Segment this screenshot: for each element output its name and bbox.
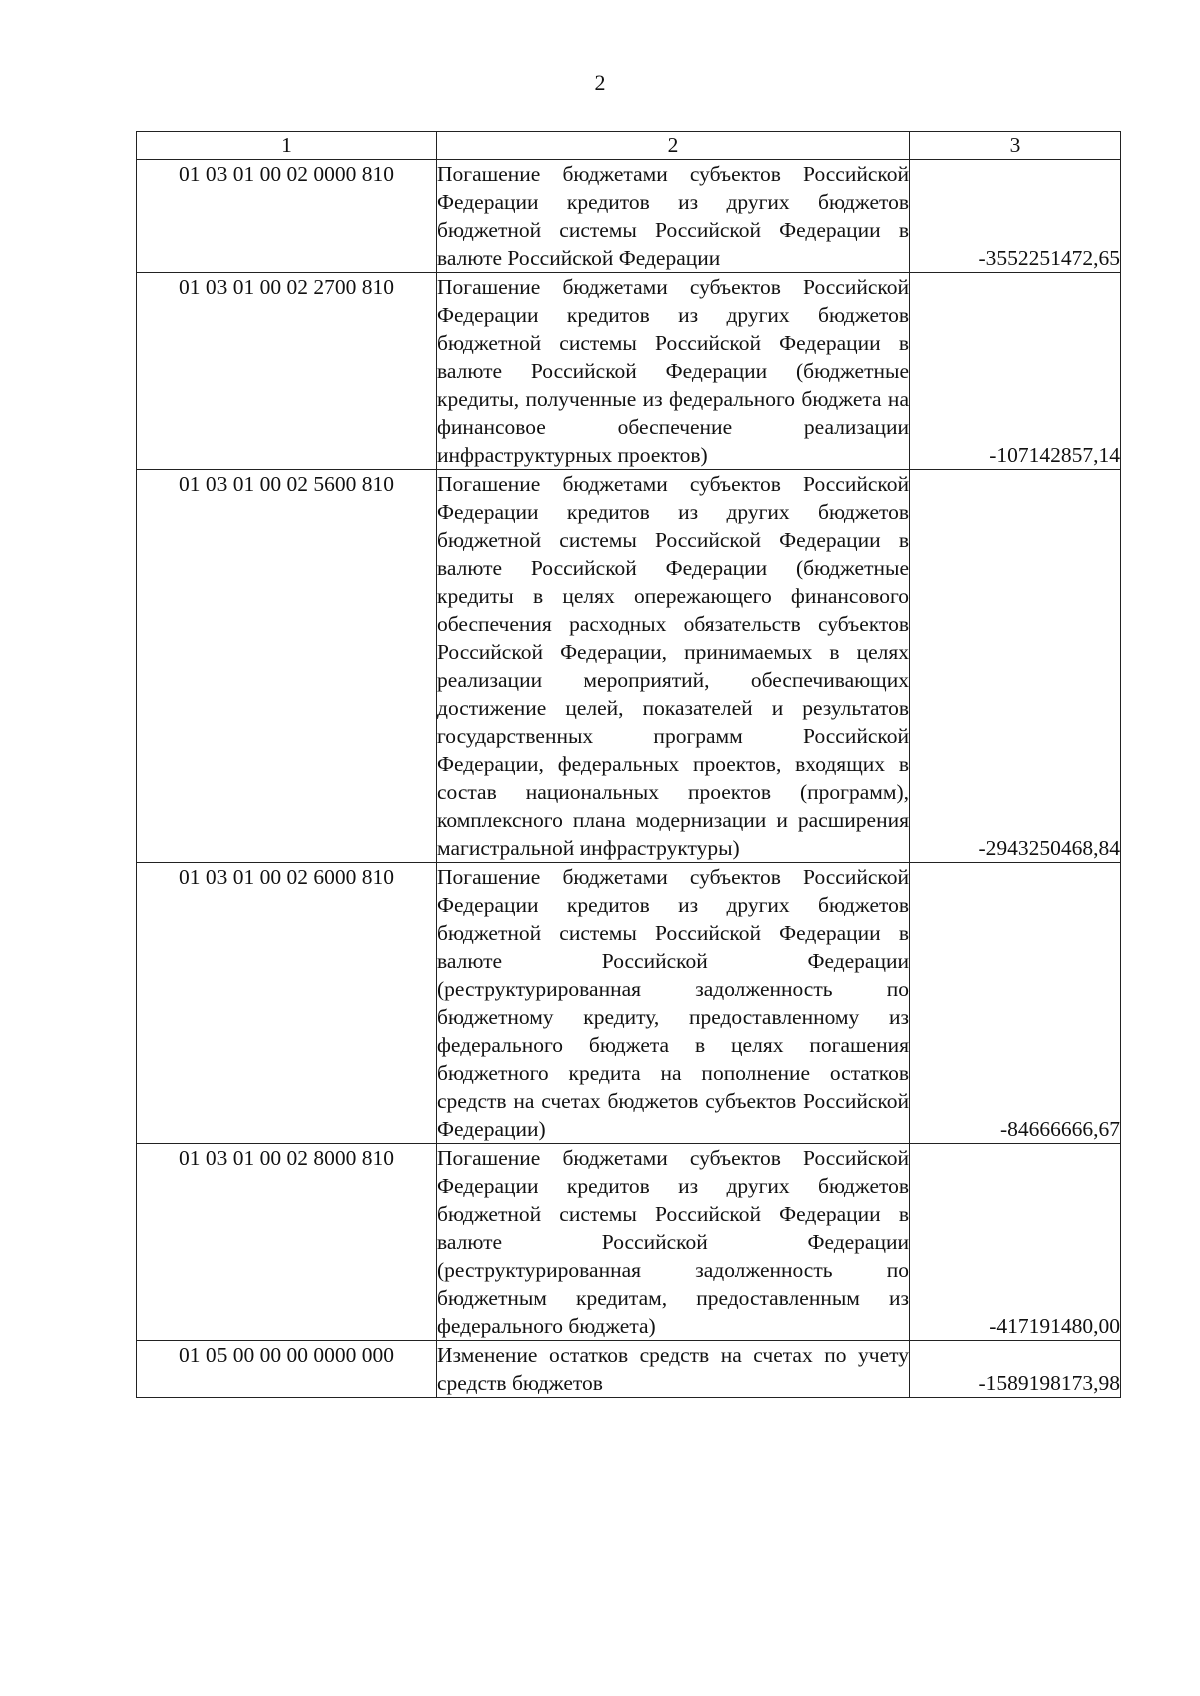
row-code: 01 03 01 00 02 8000 810 bbox=[137, 1144, 437, 1341]
row-description: Погашение бюджетами субъектов Российской Федерации кредитов из других бюджетов бюджетной системы Российской Федерации в валюте Российской Федерации (бюджетные кредиты, полученные из федерального бюджета на финансовое обеспечение реализации инфраструктурных проектов) bbox=[437, 273, 910, 470]
table-row bbox=[137, 1144, 1121, 1341]
row-description: Изменение остатков средств на счетах по учету средств бюджетов bbox=[437, 1341, 910, 1398]
row-amount: -84666666,67 bbox=[910, 863, 1121, 1144]
table-header-row bbox=[137, 132, 1121, 160]
row-code: 01 03 01 00 02 6000 810 bbox=[137, 863, 437, 1144]
table-row bbox=[137, 863, 1121, 1144]
row-description: Погашение бюджетами субъектов Российской Федерации кредитов из других бюджетов бюджетной системы Российской Федерации в валюте Российской Федерации (бюджетные кредиты в целях опережающего финансового обеспечения расходных обязательств субъектов Российской Федерации, принимаемых в целях реализации мероприятий, обеспечивающих достижение целей, показателей и результатов государственных программ Российской Федерации, федеральных проектов, входящих в состав национальных проектов (программ), комплексного плана модернизации и расширения магистральной инфраструктуры) bbox=[437, 470, 910, 863]
column-header-code: 1 bbox=[137, 132, 437, 160]
row-amount: -107142857,14 bbox=[910, 273, 1121, 470]
row-description: Погашение бюджетами субъектов Российской Федерации кредитов из других бюджетов бюджетной системы Российской Федерации в валюте Российской Федерации (реструктурированная задолженность по бюджетным кредитам, предоставленным из федерального бюджета) bbox=[437, 1144, 910, 1341]
row-code: 01 03 01 00 02 2700 810 bbox=[137, 273, 437, 470]
table-row bbox=[137, 273, 1121, 470]
row-amount: -2943250468,84 bbox=[910, 470, 1121, 863]
page-number: 2 bbox=[594, 70, 606, 95]
table-row bbox=[137, 1341, 1121, 1398]
row-code: 01 05 00 00 00 0000 000 bbox=[137, 1341, 437, 1398]
budget-sources-table bbox=[136, 131, 1121, 1398]
row-code: 01 03 01 00 02 0000 810 bbox=[137, 160, 437, 273]
row-description: Погашение бюджетами субъектов Российской Федерации кредитов из других бюджетов бюджетной системы Российской Федерации в валюте Российской Федерации (реструктурированная задолженность по бюджетному кредиту, предоставленному из федерального бюджета в целях погашения бюджетного кредита на пополнение остатков средств на счетах бюджетов субъектов Российской Федерации) bbox=[437, 863, 910, 1144]
row-description: Погашение бюджетами субъектов Российской Федерации кредитов из других бюджетов бюджетной системы Российской Федерации в валюте Российской Федерации bbox=[437, 160, 910, 273]
row-amount: -417191480,00 bbox=[910, 1144, 1121, 1341]
row-amount: -1589198173,98 bbox=[910, 1341, 1121, 1398]
column-header-description: 2 bbox=[437, 132, 910, 160]
table-row bbox=[137, 160, 1121, 273]
row-code: 01 03 01 00 02 5600 810 bbox=[137, 470, 437, 863]
column-header-amount: 3 bbox=[910, 132, 1121, 160]
row-amount: -3552251472,65 bbox=[910, 160, 1121, 273]
table-row bbox=[137, 470, 1121, 863]
